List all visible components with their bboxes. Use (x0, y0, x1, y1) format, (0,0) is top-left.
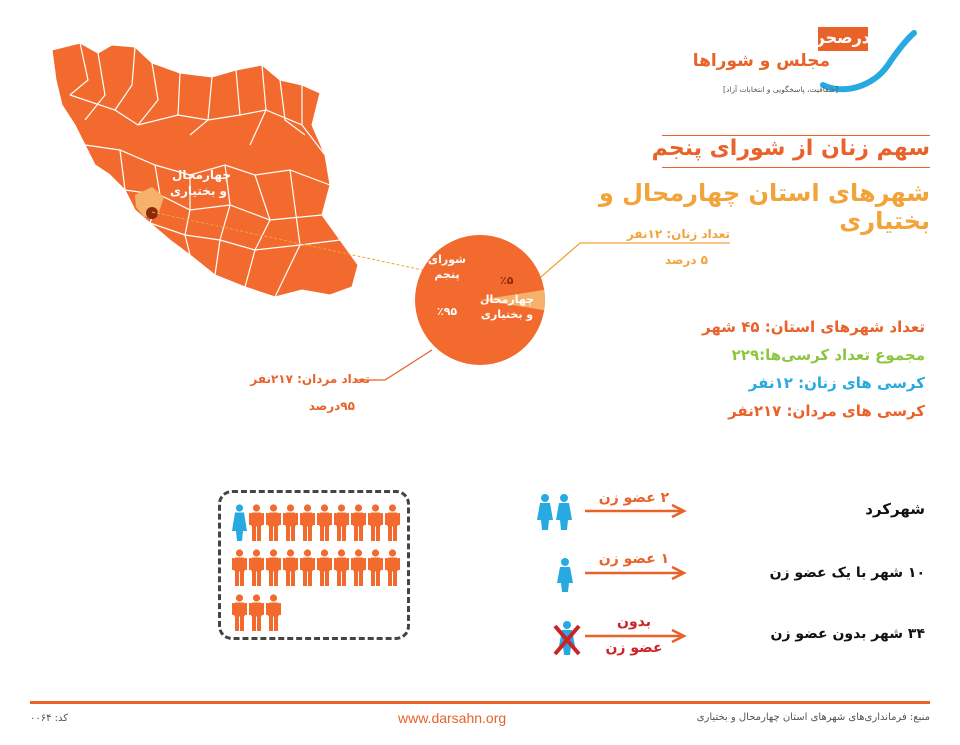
man-member-icon (266, 549, 281, 591)
woman-member-icon (232, 504, 247, 546)
pie-council-label-1: شورای (428, 253, 466, 266)
map-to-pie-connector (152, 212, 432, 272)
pie-women-percent: ٪۵ (500, 274, 514, 287)
title-line-1: سهم زنان از شورای پنجم (651, 136, 930, 161)
row-1-city: شهرکرد (865, 500, 925, 518)
row-3-arrow-label-1: بدون (617, 614, 651, 630)
pie-province-label-2: و بختیاری (480, 308, 534, 321)
logo-tagline: [شفافیت، پاسخگویی و انتخابات آزاد] (723, 85, 838, 94)
woman-icon-pair (536, 494, 576, 530)
men-count-callout: تعداد مردان: ۲۱۷نفر (250, 372, 370, 386)
man-member-icon (266, 504, 281, 546)
footer-rule (30, 701, 930, 704)
arrow-2 (585, 567, 684, 579)
pie-province-label-1: چهارمحال (479, 293, 535, 306)
women-percent-callout: ۵ درصد (664, 253, 708, 267)
footer-code: کد: ۰۰۶۴ (30, 713, 69, 724)
row-3-no-women-icon (552, 620, 582, 660)
man-member-icon (351, 504, 366, 546)
footer-source: منبع: فرمانداری‌های شهرهای استان چهارمحال و بختیاری (696, 712, 930, 723)
stat-seats-total: مجموع تعداد کرسی‌ها:۲۲۹ (731, 346, 925, 364)
man-member-icon (368, 549, 383, 591)
man-member-icon (351, 549, 366, 591)
row-3-city: ۳۴ شهر بدون عضو زن (770, 626, 925, 642)
man-member-icon (300, 549, 315, 591)
man-member-icon (249, 504, 264, 546)
man-member-icon (266, 594, 281, 636)
row-2-women-icons (555, 558, 575, 596)
stat-seats-women: کرسی های زنان: ۱۲نفر (748, 374, 925, 392)
logo-word-2: مجلس و شوراها (692, 51, 830, 71)
man-member-icon (317, 549, 332, 591)
pie-council-label (420, 252, 474, 282)
pie-council-label-2: پنجم (434, 268, 460, 281)
women-count-callout: تعداد زنان: ۱۲نفر (626, 227, 730, 241)
council-members-grid (232, 504, 402, 639)
man-member-icon (283, 549, 298, 591)
row-2-arrow-label: ۱ عضو زن (598, 551, 670, 567)
map-province-label-1: چهارمحال (172, 168, 231, 182)
row-3-arrow-label-2: عضو زن (605, 640, 663, 656)
men-percent-callout: ۹۵درصد (308, 399, 355, 413)
man-member-icon (232, 549, 247, 591)
man-member-icon (283, 504, 298, 546)
man-member-icon (385, 549, 400, 591)
footer-website-link[interactable]: www.darsahn.org (398, 710, 507, 726)
man-member-icon (232, 594, 247, 636)
pie-province-label (476, 292, 538, 322)
logo-word-1: درصحن (811, 28, 870, 47)
row-2-city: ۱۰ شهر با یک عضو زن (769, 565, 925, 581)
pie-men-percent: ٪۹۵ (437, 305, 458, 318)
man-member-icon (317, 504, 332, 546)
map-province-label-2: و بختیاری (170, 184, 227, 198)
title-bottom-rule (662, 167, 930, 168)
crossed-woman-icon (552, 620, 582, 656)
man-member-icon (249, 549, 264, 591)
stat-seats-men: کرسی های مردان: ۲۱۷نفر (728, 402, 925, 420)
row-1-arrow-label: ۲ عضو زن (598, 490, 670, 506)
man-member-icon (385, 504, 400, 546)
man-member-icon (334, 549, 349, 591)
arrow-1 (585, 505, 684, 517)
row-1-women-icons (536, 494, 576, 534)
woman-icon (555, 558, 575, 592)
man-member-icon (368, 504, 383, 546)
man-member-icon (334, 504, 349, 546)
man-member-icon (249, 594, 264, 636)
stat-cities: تعداد شهرهای استان: ۴۵ شهر (701, 318, 925, 336)
man-member-icon (300, 504, 315, 546)
title-line-2: شهرهای استان چهارمحال و بختیاری (598, 179, 930, 235)
